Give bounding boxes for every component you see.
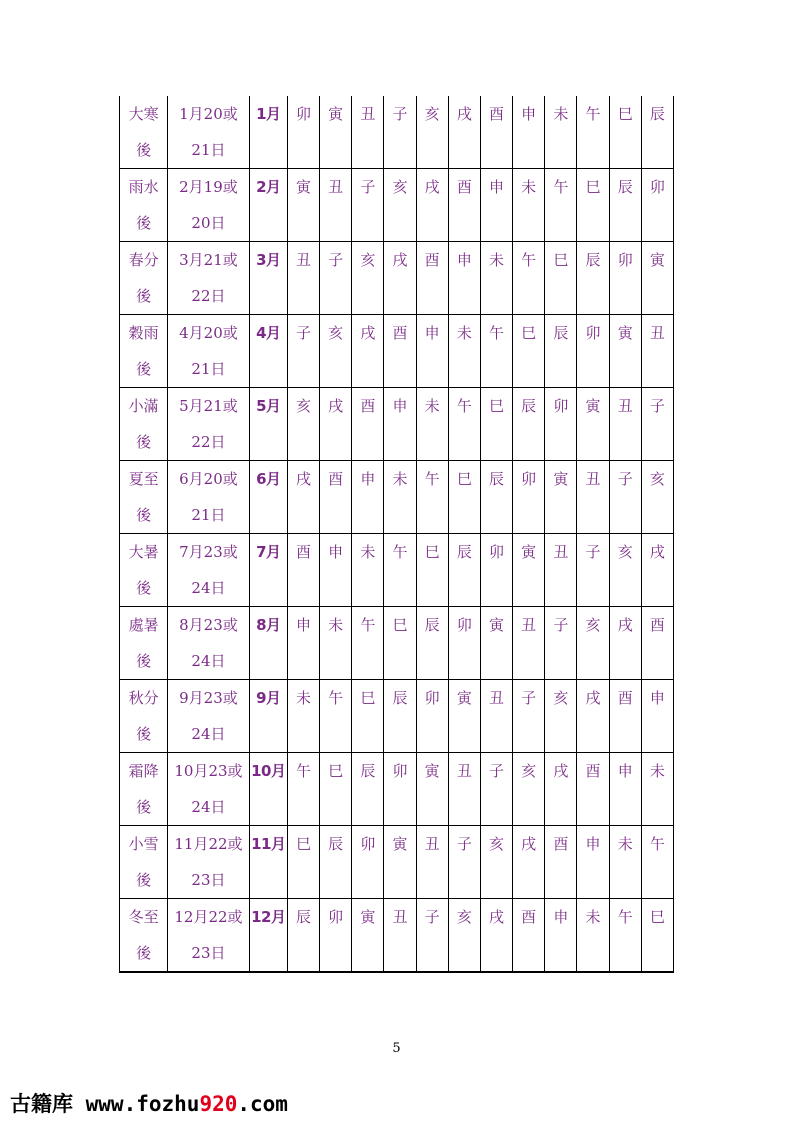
branch-cell: 辰 — [641, 96, 673, 169]
branch-cell: 戌 — [384, 242, 416, 315]
branch-cell: 巳 — [448, 461, 480, 534]
branch-cell: 未 — [416, 388, 448, 461]
branch-cell: 酉 — [609, 680, 641, 753]
branch-cell: 亥 — [320, 315, 352, 388]
branch-cell: 寅 — [384, 826, 416, 899]
branch-cell: 未 — [513, 169, 545, 242]
solar-term-cell-line: 處暑 — [128, 616, 159, 634]
table-row — [120, 242, 674, 315]
date-cell-line: 21日 — [191, 506, 226, 524]
branch-cell: 戌 — [641, 534, 673, 607]
solar-term-cell-line: 雨水 — [128, 178, 159, 196]
branch-cell: 午 — [448, 388, 480, 461]
branch-cell: 丑 — [641, 315, 673, 388]
date-cell-line: 5月21或 — [179, 397, 238, 415]
branch-cell: 巳 — [320, 753, 352, 826]
branch-cell: 亥 — [287, 388, 319, 461]
branch-cell: 卯 — [641, 169, 673, 242]
branch-cell: 亥 — [448, 899, 480, 973]
table-row — [120, 461, 674, 534]
month-cell: 1月 — [249, 96, 287, 169]
branch-cell: 子 — [480, 753, 512, 826]
solar-term-cell — [120, 680, 168, 753]
branch-cell: 未 — [641, 753, 673, 826]
date-cell — [168, 96, 249, 169]
branch-cell: 寅 — [480, 607, 512, 680]
solar-term-cell-line: 後 — [136, 141, 152, 159]
branch-cell: 寅 — [416, 753, 448, 826]
solar-term-cell-line: 冬至 — [128, 908, 159, 926]
solar-term-cell-line: 後 — [136, 433, 152, 451]
watermark-highlight: 920 — [199, 1092, 238, 1116]
solar-term-cell-line: 後 — [136, 287, 152, 305]
branch-cell: 申 — [352, 461, 384, 534]
month-cell: 11月 — [249, 826, 287, 899]
branch-cell: 丑 — [384, 899, 416, 973]
month-cell: 7月 — [249, 534, 287, 607]
branch-cell: 申 — [577, 826, 609, 899]
site-watermark — [10, 1088, 288, 1118]
branch-cell: 亥 — [416, 96, 448, 169]
branch-cell: 午 — [609, 899, 641, 973]
branch-cell: 申 — [384, 388, 416, 461]
branch-cell: 辰 — [320, 826, 352, 899]
branch-cell: 戌 — [609, 607, 641, 680]
date-cell-line: 23日 — [191, 871, 226, 889]
branch-cell: 寅 — [545, 461, 577, 534]
solar-term-cell — [120, 753, 168, 826]
branch-cell: 戌 — [320, 388, 352, 461]
branch-cell: 子 — [320, 242, 352, 315]
branch-cell: 午 — [287, 753, 319, 826]
date-cell-line: 24日 — [191, 579, 226, 597]
date-cell-line: 3月21或 — [179, 251, 238, 269]
branch-cell: 巳 — [545, 242, 577, 315]
date-cell-line: 1月20或 — [179, 105, 238, 123]
branch-cell: 未 — [577, 899, 609, 973]
month-cell: 2月 — [249, 169, 287, 242]
branch-cell: 子 — [577, 534, 609, 607]
branch-cell: 申 — [513, 96, 545, 169]
date-cell — [168, 607, 249, 680]
branch-cell: 辰 — [352, 753, 384, 826]
date-cell-line: 23日 — [191, 944, 226, 962]
branch-cell: 酉 — [384, 315, 416, 388]
solar-term-table — [119, 96, 674, 973]
branch-cell: 午 — [352, 607, 384, 680]
branch-cell: 酉 — [416, 242, 448, 315]
date-cell-line: 24日 — [191, 798, 226, 816]
branch-cell: 巳 — [480, 388, 512, 461]
branch-cell: 戌 — [577, 680, 609, 753]
branch-cell: 寅 — [352, 899, 384, 973]
branch-cell: 辰 — [513, 388, 545, 461]
date-cell-line: 11月22或 — [174, 835, 243, 853]
table-row — [120, 315, 674, 388]
table-row — [120, 169, 674, 242]
date-cell-line: 2月19或 — [179, 178, 238, 196]
branch-cell: 未 — [448, 315, 480, 388]
branch-cell: 酉 — [320, 461, 352, 534]
branch-cell: 寅 — [641, 242, 673, 315]
branch-cell: 辰 — [480, 461, 512, 534]
branch-cell: 未 — [384, 461, 416, 534]
table-row — [120, 753, 674, 826]
branch-cell: 未 — [320, 607, 352, 680]
month-cell: 4月 — [249, 315, 287, 388]
branch-cell: 酉 — [448, 169, 480, 242]
branch-cell: 亥 — [384, 169, 416, 242]
branch-cell: 亥 — [352, 242, 384, 315]
branch-cell: 亥 — [641, 461, 673, 534]
branch-cell: 午 — [320, 680, 352, 753]
branch-cell: 辰 — [416, 607, 448, 680]
branch-cell: 亥 — [545, 680, 577, 753]
branch-cell: 申 — [320, 534, 352, 607]
branch-cell: 丑 — [577, 461, 609, 534]
branch-cell: 子 — [641, 388, 673, 461]
branch-cell: 酉 — [287, 534, 319, 607]
solar-term-cell-line: 小雪 — [128, 835, 159, 853]
branch-cell: 午 — [545, 169, 577, 242]
branch-cell: 酉 — [545, 826, 577, 899]
solar-term-cell — [120, 461, 168, 534]
month-cell: 9月 — [249, 680, 287, 753]
branch-cell: 戌 — [513, 826, 545, 899]
branch-cell: 亥 — [609, 534, 641, 607]
branch-cell: 巳 — [416, 534, 448, 607]
solar-term-cell — [120, 607, 168, 680]
solar-term-cell — [120, 899, 168, 973]
branch-cell: 丑 — [513, 607, 545, 680]
table-row — [120, 607, 674, 680]
branch-cell: 卯 — [352, 826, 384, 899]
solar-term-cell — [120, 96, 168, 169]
solar-term-cell — [120, 169, 168, 242]
solar-term-cell-line: 秋分 — [128, 689, 159, 707]
branch-cell: 辰 — [577, 242, 609, 315]
branch-cell: 亥 — [577, 607, 609, 680]
branch-cell: 子 — [352, 169, 384, 242]
solar-term-cell-line: 後 — [136, 214, 152, 232]
branch-cell: 丑 — [480, 680, 512, 753]
branch-cell: 申 — [545, 899, 577, 973]
date-cell-line: 7月23或 — [179, 543, 238, 561]
branch-cell: 丑 — [287, 242, 319, 315]
branch-cell: 丑 — [448, 753, 480, 826]
branch-cell: 酉 — [641, 607, 673, 680]
branch-cell: 子 — [384, 96, 416, 169]
branch-cell: 未 — [545, 96, 577, 169]
branch-cell: 巳 — [577, 169, 609, 242]
solar-term-cell-line: 後 — [136, 360, 152, 378]
date-cell-line: 24日 — [191, 652, 226, 670]
date-cell — [168, 680, 249, 753]
solar-term-cell-line: 後 — [136, 798, 152, 816]
solar-term-cell-line: 後 — [136, 944, 152, 962]
date-cell — [168, 899, 249, 973]
date-cell-line: 21日 — [191, 141, 226, 159]
branch-cell: 未 — [480, 242, 512, 315]
date-cell — [168, 169, 249, 242]
branch-cell: 丑 — [609, 388, 641, 461]
branch-cell: 午 — [641, 826, 673, 899]
table-row — [120, 388, 674, 461]
solar-term-cell-line: 後 — [136, 871, 152, 889]
branch-cell: 未 — [609, 826, 641, 899]
table-row — [120, 899, 674, 973]
solar-term-cell — [120, 534, 168, 607]
branch-cell: 申 — [416, 315, 448, 388]
month-cell: 5月 — [249, 388, 287, 461]
solar-term-cell-line: 大寒 — [128, 105, 159, 123]
branch-cell: 寅 — [513, 534, 545, 607]
page-number: 5 — [392, 1041, 401, 1056]
branch-cell: 申 — [448, 242, 480, 315]
branch-cell: 辰 — [609, 169, 641, 242]
branch-cell: 辰 — [545, 315, 577, 388]
branch-cell: 亥 — [513, 753, 545, 826]
date-cell-line: 10月23或 — [174, 762, 243, 780]
branch-cell: 辰 — [384, 680, 416, 753]
branch-cell: 巳 — [641, 899, 673, 973]
branch-cell: 未 — [287, 680, 319, 753]
branch-cell: 戌 — [352, 315, 384, 388]
date-cell-line: 12月22或 — [174, 908, 243, 926]
month-cell: 8月 — [249, 607, 287, 680]
branch-cell: 寅 — [287, 169, 319, 242]
date-cell-line: 9月23或 — [179, 689, 238, 707]
branch-cell: 卯 — [287, 96, 319, 169]
branch-cell: 戌 — [545, 753, 577, 826]
solar-term-cell-line: 小滿 — [128, 397, 159, 415]
table-row — [120, 680, 674, 753]
branch-cell: 午 — [480, 315, 512, 388]
branch-cell: 酉 — [513, 899, 545, 973]
watermark-prefix: 古籍库 www.fozhu — [10, 1092, 200, 1116]
branch-cell: 戌 — [480, 899, 512, 973]
branch-cell: 寅 — [577, 388, 609, 461]
branch-cell: 巳 — [609, 96, 641, 169]
branch-cell: 酉 — [352, 388, 384, 461]
table-body — [120, 96, 674, 972]
branch-cell: 巳 — [513, 315, 545, 388]
branch-cell: 酉 — [480, 96, 512, 169]
branch-cell: 子 — [545, 607, 577, 680]
branch-cell: 巳 — [352, 680, 384, 753]
branch-cell: 丑 — [416, 826, 448, 899]
branch-cell: 酉 — [577, 753, 609, 826]
date-cell — [168, 242, 249, 315]
solar-term-table-container — [119, 96, 674, 974]
solar-term-cell-line: 霜降 — [128, 762, 159, 780]
branch-cell: 辰 — [287, 899, 319, 973]
date-cell-line: 22日 — [191, 433, 226, 451]
table-row — [120, 96, 674, 169]
branch-cell: 丑 — [320, 169, 352, 242]
date-cell-line: 6月20或 — [179, 470, 238, 488]
date-cell-line: 20日 — [191, 214, 226, 232]
branch-cell: 丑 — [545, 534, 577, 607]
watermark-suffix: .com — [237, 1092, 288, 1116]
branch-cell: 卯 — [416, 680, 448, 753]
branch-cell: 子 — [513, 680, 545, 753]
branch-cell: 巳 — [384, 607, 416, 680]
date-cell-line: 24日 — [191, 725, 226, 743]
date-cell-line: 21日 — [191, 360, 226, 378]
branch-cell: 亥 — [480, 826, 512, 899]
branch-cell: 申 — [480, 169, 512, 242]
month-cell: 6月 — [249, 461, 287, 534]
month-cell: 12月 — [249, 899, 287, 973]
branch-cell: 申 — [641, 680, 673, 753]
branch-cell: 卯 — [545, 388, 577, 461]
branch-cell: 申 — [609, 753, 641, 826]
branch-cell: 子 — [287, 315, 319, 388]
date-cell — [168, 826, 249, 899]
solar-term-cell-line: 後 — [136, 725, 152, 743]
branch-cell: 申 — [287, 607, 319, 680]
branch-cell: 卯 — [448, 607, 480, 680]
solar-term-cell-line: 夏至 — [128, 470, 159, 488]
branch-cell: 卯 — [480, 534, 512, 607]
month-cell: 10月 — [249, 753, 287, 826]
branch-cell: 卯 — [384, 753, 416, 826]
branch-cell: 午 — [577, 96, 609, 169]
solar-term-cell — [120, 388, 168, 461]
branch-cell: 戌 — [448, 96, 480, 169]
date-cell — [168, 461, 249, 534]
solar-term-cell-line: 後 — [136, 579, 152, 597]
branch-cell: 午 — [384, 534, 416, 607]
date-cell-line: 8月23或 — [179, 616, 238, 634]
branch-cell: 寅 — [609, 315, 641, 388]
table-row — [120, 826, 674, 899]
solar-term-cell-line: 後 — [136, 506, 152, 524]
table-row — [120, 534, 674, 607]
branch-cell: 子 — [609, 461, 641, 534]
branch-cell: 未 — [352, 534, 384, 607]
branch-cell: 寅 — [448, 680, 480, 753]
date-cell — [168, 753, 249, 826]
branch-cell: 戌 — [416, 169, 448, 242]
branch-cell: 子 — [416, 899, 448, 973]
branch-cell: 卯 — [320, 899, 352, 973]
month-cell: 3月 — [249, 242, 287, 315]
solar-term-cell — [120, 242, 168, 315]
date-cell — [168, 388, 249, 461]
date-cell — [168, 534, 249, 607]
solar-term-cell-line: 春分 — [128, 251, 159, 269]
solar-term-cell — [120, 826, 168, 899]
date-cell-line: 22日 — [191, 287, 226, 305]
branch-cell: 辰 — [448, 534, 480, 607]
branch-cell: 丑 — [352, 96, 384, 169]
branch-cell: 午 — [513, 242, 545, 315]
branch-cell: 卯 — [609, 242, 641, 315]
branch-cell: 子 — [448, 826, 480, 899]
solar-term-cell-line: 穀雨 — [128, 324, 159, 342]
solar-term-cell-line: 大暑 — [128, 543, 159, 561]
branch-cell: 巳 — [287, 826, 319, 899]
branch-cell: 卯 — [513, 461, 545, 534]
branch-cell: 戌 — [287, 461, 319, 534]
date-cell-line: 4月20或 — [179, 324, 238, 342]
branch-cell: 卯 — [577, 315, 609, 388]
branch-cell: 寅 — [320, 96, 352, 169]
date-cell — [168, 315, 249, 388]
branch-cell: 午 — [416, 461, 448, 534]
solar-term-cell — [120, 315, 168, 388]
solar-term-cell-line: 後 — [136, 652, 152, 670]
